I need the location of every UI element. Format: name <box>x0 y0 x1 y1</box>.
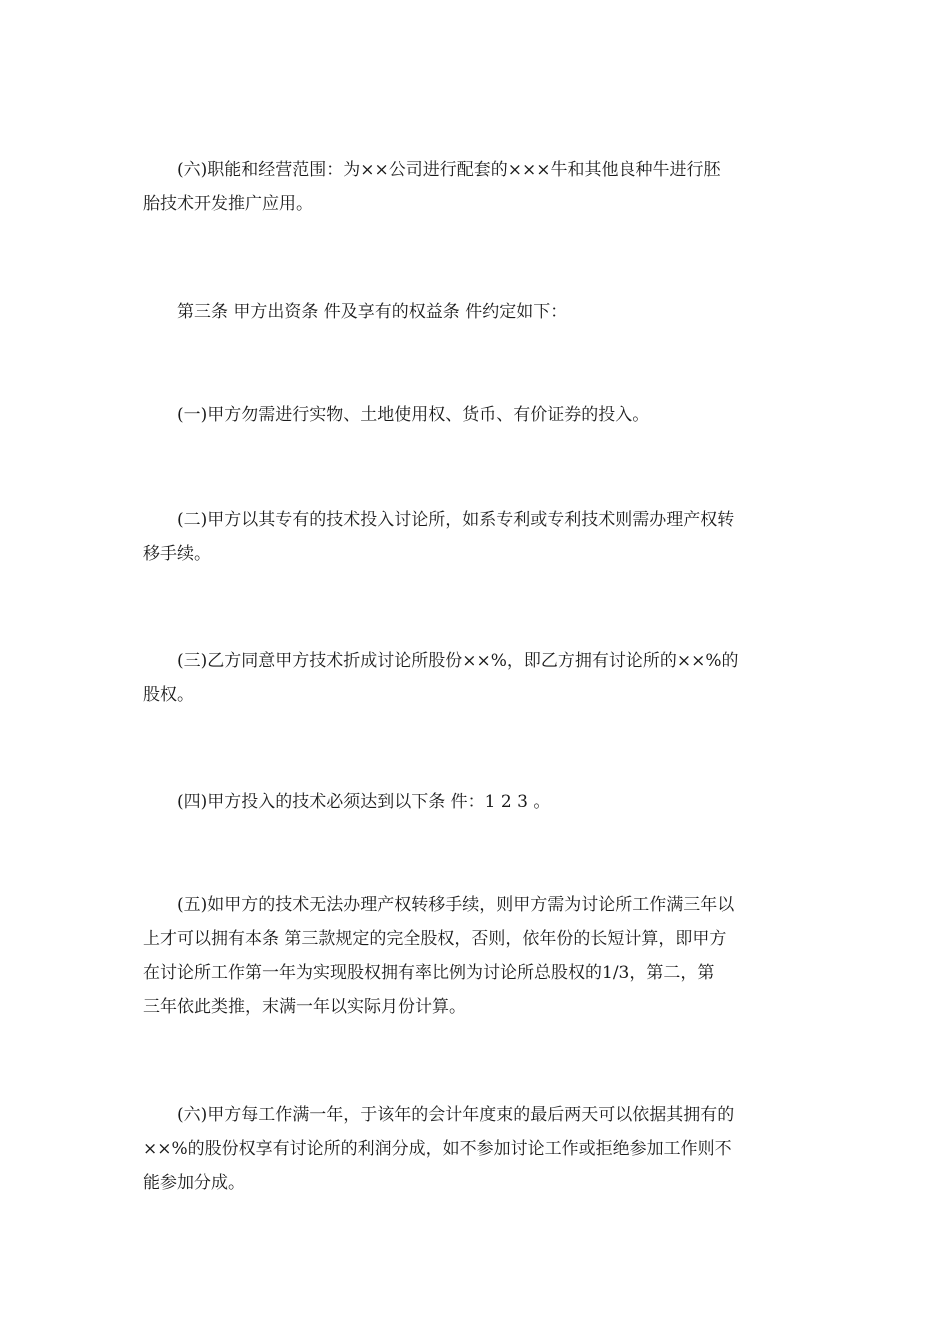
paragraph-line: 上才可以拥有本条 第三款规定的完全股权，否则，依年份的长短计算，即甲方 <box>143 929 727 949</box>
paragraph-item-4 <box>143 785 807 819</box>
paragraph-line: (六)甲方每工作满一年，于该年的会计年度束的最后两天可以依据其拥有的 <box>177 1105 735 1125</box>
paragraph-line: (五)如甲方的技术无法办理产权转移手续，则甲方需为讨论所工作满三年以 <box>177 895 735 915</box>
paragraph-line: (三)乙方同意甲方技术折成讨论所股份××%，即乙方拥有讨论所的××%的 <box>177 651 739 671</box>
paragraph-line: (六)职能和经营范围：为××公司进行配套的×××牛和其他良种牛进行胚 <box>177 160 721 180</box>
paragraph-item-5 <box>143 888 807 1024</box>
paragraph-line: 在讨论所工作第一年为实现股权拥有率比例为讨论所总股权的1/3，第二，第 <box>143 963 715 983</box>
paragraph-line: 胎技术开发推广应用。 <box>143 194 313 214</box>
paragraph-line: (四)甲方投入的技术必须达到以下条 件：1 2 3 。 <box>177 792 551 812</box>
paragraph-item-1 <box>143 398 807 432</box>
paragraph-line: 能参加分成。 <box>143 1173 245 1193</box>
paragraph-article-3-heading <box>143 295 807 329</box>
paragraph-line: (二)甲方以其专有的技术投入讨论所，如系专利或专利技术则需办理产权转 <box>177 510 735 530</box>
paragraph-item-2 <box>143 503 807 571</box>
paragraph-line: ××%的股份权享有讨论所的利润分成，如不参加讨论工作或拒绝参加工作则不 <box>143 1139 732 1159</box>
paragraph-line: (一)甲方勿需进行实物、土地使用权、货币、有价证券的投入。 <box>177 405 650 425</box>
paragraph-line: 三年依此类推，末满一年以实际月份计算。 <box>143 997 466 1017</box>
paragraph-clause-6-scope <box>143 153 807 221</box>
paragraph-item-6 <box>143 1098 807 1200</box>
paragraph-item-3 <box>143 644 807 712</box>
paragraph-line: 移手续。 <box>143 544 211 564</box>
paragraph-line: 第三条 甲方出资条 件及享有的权益条 件约定如下： <box>177 302 568 322</box>
paragraph-line: 股权。 <box>143 685 194 705</box>
